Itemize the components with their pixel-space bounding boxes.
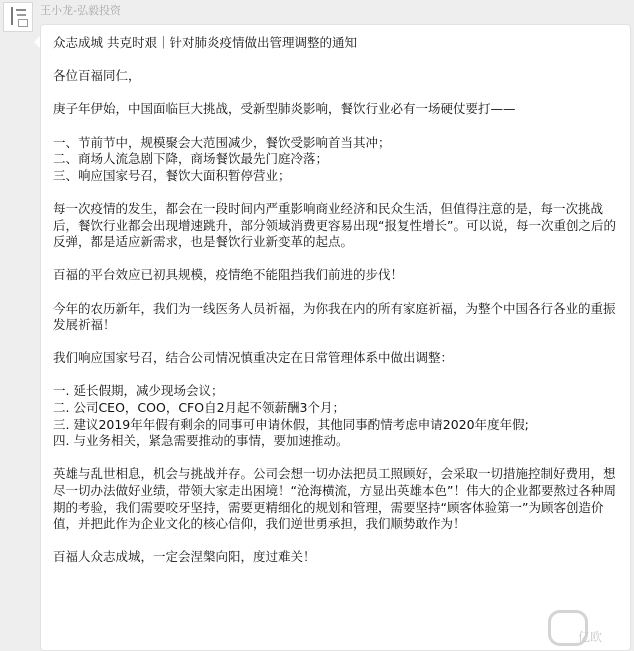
message-title: 众志成城 共克时艰｜针对肺炎疫情做出管理调整的通知 bbox=[53, 35, 357, 50]
message-body bbox=[53, 35, 619, 566]
message-paragraph: 每一次疫情的发生，都会在一段时间内严重影响商业经济和民众生活，但值得注意的是，每一次挑战后，餐饮行业都会出现增速跳升，部分领域消费更容易出现“报复性增长”。可以说，每一次重创之后的反弹，都是适应新需求，也是餐饮行业新变革的起点。 bbox=[53, 200, 616, 250]
watermark bbox=[548, 610, 618, 646]
sender-name: 王小龙-弘毅投资 bbox=[40, 4, 121, 17]
avatar-calligraphy-stroke bbox=[11, 7, 13, 25]
message-paragraph: 英雄与乱世相息，机会与挑战并存。公司会想一切办法把员工照顾好，会采取一切措施控制好费用，想尽一切办法做好业绩，带领大家走出困境！“沧海横流，方显出英雄本色”！伟大的企业都要熬过各种周期的考验，我们需要咬牙坚持，需要更精细化的规划和管理，需要坚持“顾客体验第一”为顾客创造价值，并把此作为企业文化的核心信仰，我们逆世勇承担，我们顺势敢作为！ bbox=[53, 466, 616, 532]
avatar-calligraphy-stroke bbox=[17, 14, 26, 16]
message-list: 一. 延长假期，减少现场会议； 二. 公司CEO，COO，CFO自2月起不领薪酬3个月； 三. 建议2019年年假有剩余的同事可申请休假，其他同事酌情考虑申请2020年度年假; 四. 与业务相关，紧急需要推动的事情，要加速推动。 bbox=[53, 383, 529, 449]
message-list: 一、节前节中，规模聚会大范围减少，餐饮受影响首当其冲； 二、商场人流急剧下降，商场餐饮最先门庭冷落； 三、响应国家号召，餐饮大面积暂停营业； bbox=[53, 134, 391, 183]
avatar-calligraphy-stroke bbox=[16, 9, 26, 11]
message-paragraph: 百福的平台效应已初具规模，疫情绝不能阻挡我们前进的步伐！ bbox=[53, 267, 404, 283]
message-paragraph: 今年的农历新年，我们为一线医务人员祈福，为你我在内的所有家庭祈福，为整个中国各行各业的重振发展祈福！ bbox=[53, 300, 616, 333]
avatar-seal-mark bbox=[18, 19, 28, 27]
chat-header bbox=[0, 0, 634, 22]
sender-avatar[interactable] bbox=[3, 2, 33, 32]
message-paragraph: 我们响应国家号召，结合公司情况慎重决定在日常管理体系中做出调整： bbox=[53, 350, 454, 366]
message-closing: 百福人众志成城，一定会涅槃向阳，度过难关！ bbox=[53, 549, 316, 565]
message-bubble[interactable] bbox=[40, 24, 631, 651]
message-paragraph: 庚子年伊始，中国面临巨大挑战，受新型肺炎影响，餐饮行业必有一场硬仗要打—— bbox=[53, 101, 516, 117]
message-paragraph: 各位百福同仁， bbox=[53, 68, 141, 84]
watermark-text: 亿欧 bbox=[578, 630, 603, 644]
